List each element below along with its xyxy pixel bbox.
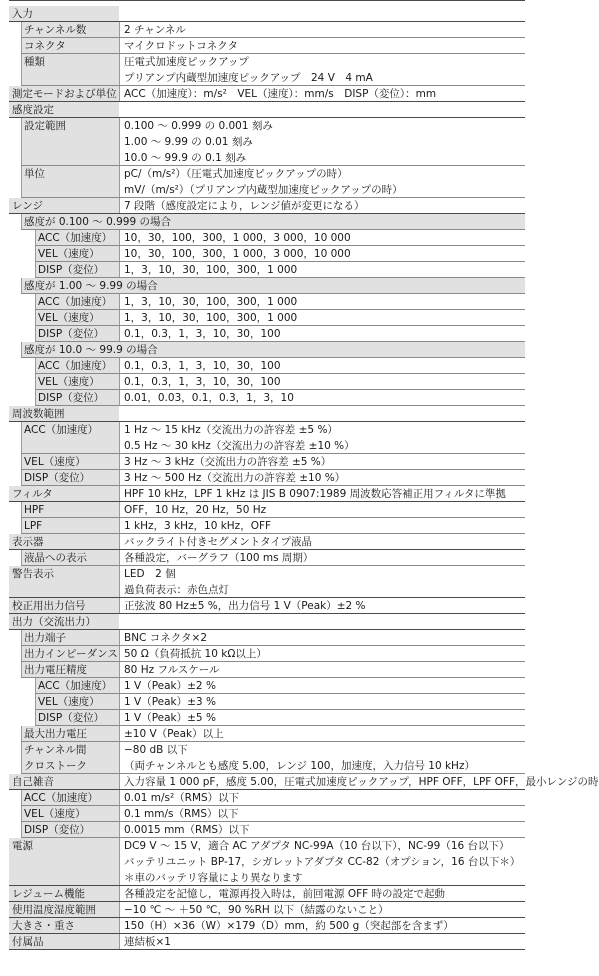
spec-row	[9, 22, 525, 38]
spec-value: pC/（m/s²）（圧電式加速度ピックアップの時）	[124, 168, 348, 180]
spec-value: 3 Hz ～ 3 kHz（交流出力の許容差 ±5 %）	[124, 456, 332, 468]
indent-divider	[21, 502, 22, 518]
column-divider	[119, 934, 120, 950]
spec-label: フィルタ	[12, 488, 53, 500]
spec-row	[9, 326, 525, 342]
column-divider	[119, 118, 120, 166]
spec-row	[9, 38, 525, 54]
spec-value: 10.0 ～ 99.9 の 0.1 刻み	[124, 151, 247, 164]
column-divider	[119, 726, 120, 742]
spec-label: VEL（速度）	[38, 376, 100, 388]
spec-value: 3 Hz ～ 500 Hz（交流出力の許容差 ±10 %）	[124, 472, 346, 484]
column-divider	[119, 54, 120, 86]
spec-label: 入力	[12, 8, 33, 20]
spec-label: レンジ	[12, 200, 43, 212]
spec-label: 出力インピーダンス	[24, 648, 118, 660]
spec-label: 種類	[24, 56, 45, 68]
spec-label: VEL（速度）	[38, 696, 100, 708]
column-divider	[119, 774, 120, 790]
spec-label: レジューム機能	[12, 888, 86, 900]
spec-value: 2 チャンネル	[124, 24, 186, 36]
spec-row	[9, 678, 525, 694]
spec-value: 1 V（Peak）±3 %	[124, 696, 216, 708]
spec-value: 1，3，10，30，100，300，1 000	[124, 296, 298, 308]
spec-row	[9, 470, 525, 486]
spec-value: 各種設定，バーグラフ（100 ms 周期）	[124, 552, 314, 564]
spec-value: 1 kHz，3 kHz，10 kHz，OFF	[124, 520, 272, 532]
indent-divider	[35, 326, 36, 342]
spec-row	[9, 550, 525, 566]
spec-row	[9, 726, 525, 742]
indent-divider	[21, 646, 22, 662]
spec-label: 設定範囲	[24, 120, 66, 132]
spec-row	[9, 806, 525, 822]
spec-label: 液晶への表示	[24, 552, 87, 564]
column-divider	[119, 918, 120, 934]
spec-row	[9, 390, 525, 406]
spec-row	[9, 646, 525, 662]
spec-value: 10，30，100，300，1 000，3 000，10 000	[124, 248, 351, 260]
spec-value: mV/（m/s²）（プリアンプ内蔵型加速度ピックアップの時）	[124, 183, 403, 196]
indent-divider	[21, 550, 22, 566]
spec-value: OFF，10 Hz，20 Hz，50 Hz	[124, 504, 267, 516]
spec-label: DISP（変位）	[38, 328, 105, 340]
spec-label: 出力（交流出力）	[12, 616, 96, 628]
column-divider	[119, 534, 120, 550]
spec-label: 自己雑音	[12, 776, 54, 788]
spec-value: 150（H）×36（W）×179（D）mm，約 500 g（突起部を含まず）	[124, 920, 454, 932]
column-divider	[119, 230, 120, 246]
spec-row	[9, 630, 525, 646]
spec-label: 校正用出力信号	[12, 600, 86, 612]
column-divider	[119, 790, 120, 806]
table-top-rule	[9, 0, 525, 1]
spec-row	[9, 406, 525, 422]
indent-divider	[35, 694, 36, 710]
column-divider	[119, 166, 120, 198]
indent-divider	[21, 662, 22, 678]
spec-label: 感度が 0.100 ～ 0.999 の場合	[24, 216, 171, 228]
spec-value: ACC（加速度）：m/s² VEL（速度）：mm/s DISP（変位）：mm	[124, 88, 437, 100]
indent-divider	[21, 54, 22, 86]
spec-label: 電源	[12, 840, 33, 852]
column-divider	[119, 630, 120, 646]
indent-divider	[21, 470, 22, 486]
column-divider	[119, 246, 120, 262]
indent-divider	[35, 678, 36, 694]
spec-value: 1，3，10，30，100，300，1 000	[124, 264, 298, 276]
spec-value: LED 2 個	[124, 568, 176, 580]
spec-value: −10 ℃ ～ ＋50 ℃，90 %RH 以下（結露のないこと）	[124, 904, 389, 916]
spec-label: LPF	[24, 520, 43, 532]
spec-value: HPF 10 kHz，LPF 1 kHz は JIS B 0907:1989 周波数応答補正用フィルタに準拠	[124, 488, 506, 500]
spec-value: 50 Ω（負荷抵抗 10 kΩ以上）	[124, 648, 267, 660]
spec-row	[9, 518, 525, 534]
spec-label: チャンネル間	[24, 744, 87, 756]
spec-label: ACC（加速度）	[24, 792, 99, 804]
spec-value: 0.1，0.3，1，3，10，30，100	[124, 360, 281, 372]
spec-label: 表示器	[12, 536, 44, 548]
spec-label: ACC（加速度）	[38, 680, 113, 692]
column-divider	[119, 486, 120, 502]
column-divider	[119, 38, 120, 54]
spec-label: クロストーク	[24, 759, 87, 772]
spec-value: 0.01 m/s²（RMS）以下	[124, 792, 240, 804]
indent-divider	[21, 166, 22, 198]
spec-row	[9, 342, 525, 358]
spec-value: 正弦波 80 Hz±5 %，出力信号 1 V（Peak）±2 %	[124, 600, 366, 612]
indent-divider	[35, 710, 36, 726]
spec-row	[9, 358, 525, 374]
indent-divider	[21, 518, 22, 534]
spec-value: 入力容量 1 000 pF，感度 5.00，圧電式加速度ピックアップ，HPF OFF，LPF OFF，最小レンジの時	[124, 776, 599, 788]
column-divider	[119, 390, 120, 406]
indent-divider	[35, 246, 36, 262]
column-divider	[119, 374, 120, 390]
spec-value: 0.1，0.3，1，3，10，30，100	[124, 376, 281, 388]
indent-divider	[21, 630, 22, 646]
spec-value: 1 V（Peak）±2 %	[124, 680, 216, 692]
spec-value: 7 段階（感度設定により，レンジ値が変更になる）	[124, 200, 365, 212]
spec-label: VEL（速度）	[38, 312, 100, 324]
spec-row	[9, 310, 525, 326]
spec-value: −80 dB 以下	[124, 744, 188, 756]
spec-value: DC9 V ～ 15 V，適合 AC アダプタ NC-99A（10 台以下），NC-99（16 台以下）	[124, 840, 510, 852]
spec-row	[9, 486, 525, 502]
spec-label: DISP（変位）	[24, 472, 91, 484]
spec-row	[9, 742, 525, 774]
column-divider	[119, 886, 120, 902]
indent-divider	[21, 806, 22, 822]
spec-row	[9, 6, 525, 22]
spec-label: ACC（加速度）	[38, 232, 113, 244]
spec-label: ACC（加速度）	[38, 360, 113, 372]
spec-label: DISP（変位）	[38, 392, 105, 404]
spec-value: ＊車のバッテリ容量により異なります	[124, 871, 303, 884]
column-divider	[119, 902, 120, 918]
column-divider	[119, 326, 120, 342]
spec-row	[9, 534, 525, 550]
column-divider	[119, 822, 120, 838]
spec-row	[9, 214, 525, 230]
indent-divider	[21, 454, 22, 470]
indent-divider	[21, 118, 22, 166]
spec-row	[9, 694, 525, 710]
spec-row	[9, 374, 525, 390]
spec-row	[9, 822, 525, 838]
column-divider	[119, 294, 120, 310]
indent-divider	[21, 822, 22, 838]
column-divider	[119, 806, 120, 822]
spec-row	[9, 710, 525, 726]
spec-value: 0.1，0.3，1，3，10，30，100	[124, 328, 281, 340]
spec-label: DISP（変位）	[38, 712, 105, 724]
column-divider	[119, 422, 120, 454]
spec-value: 1，3，10，30，100，300，1 000	[124, 312, 298, 324]
column-divider	[119, 198, 120, 214]
spec-row	[9, 886, 525, 902]
column-divider	[119, 454, 120, 470]
indent-divider	[21, 742, 22, 774]
spec-value: マイクロドットコネクタ	[124, 40, 239, 52]
spec-label: VEL（速度）	[24, 808, 86, 820]
spec-value: （両チャンネルとも感度 5.00，レンジ 100，加速度，入力信号 10 kHz）	[124, 759, 475, 772]
indent-divider	[21, 22, 22, 38]
column-divider	[119, 22, 120, 38]
spec-row	[9, 230, 525, 246]
spec-row	[9, 294, 525, 310]
column-divider	[119, 646, 120, 662]
spec-row	[9, 838, 525, 886]
column-divider	[119, 502, 120, 518]
spec-label: チャンネル数	[24, 24, 87, 36]
spec-value: ±10 V（Peak）以上	[124, 728, 224, 740]
spec-value: 過負荷表示：赤色点灯	[124, 583, 229, 596]
spec-value: 80 Hz フルスケール	[124, 664, 220, 676]
spec-row	[9, 278, 525, 294]
column-divider	[119, 550, 120, 566]
column-divider	[119, 358, 120, 374]
spec-label: DISP（変位）	[24, 824, 91, 836]
spec-label: 大きさ・重さ	[12, 920, 75, 932]
column-divider	[119, 662, 120, 678]
spec-row	[9, 454, 525, 470]
indent-divider	[35, 310, 36, 326]
spec-label: 周波数範囲	[12, 408, 65, 420]
spec-label: 感度設定	[12, 104, 54, 116]
spec-row	[9, 102, 525, 118]
column-divider	[119, 742, 120, 774]
spec-row	[9, 566, 525, 598]
spec-value: 1 Hz ～ 15 kHz（交流出力の許容差 ±5 %）	[124, 424, 338, 436]
spec-label: 警告表示	[12, 568, 54, 580]
indent-divider	[35, 262, 36, 278]
spec-row	[9, 86, 525, 102]
spec-label: DISP（変位）	[38, 264, 105, 276]
column-divider	[119, 262, 120, 278]
spec-row	[9, 166, 525, 198]
spec-value: 10，30，100，300，1 000，3 000，10 000	[124, 232, 351, 244]
spec-label: 使用温度湿度範囲	[12, 904, 96, 916]
indent-divider	[35, 390, 36, 406]
spec-value: プリアンプ内蔵型加速度ピックアップ 24 V 4 mA	[124, 71, 373, 84]
spec-label: 出力電圧精度	[24, 664, 87, 676]
indent-divider	[21, 342, 22, 358]
indent-divider	[21, 278, 22, 294]
spec-row	[9, 662, 525, 678]
spec-value: 圧電式加速度ピックアップ	[124, 56, 249, 68]
spec-row	[9, 246, 525, 262]
spec-label: HPF	[24, 504, 45, 516]
spec-label: ACC（加速度）	[38, 296, 113, 308]
spec-row	[9, 934, 525, 950]
spec-label: 感度が 1.00 ～ 9.99 の場合	[24, 280, 158, 292]
spec-label: 最大出力電圧	[24, 728, 87, 740]
spec-value: 連結板×1	[124, 936, 171, 948]
column-divider	[119, 518, 120, 534]
spec-value: 0.5 Hz ～ 30 kHz（交流出力の許容差 ±10 %）	[124, 439, 355, 452]
spec-table	[9, 0, 599, 976]
spec-row	[9, 918, 525, 934]
spec-label: ACC（加速度）	[24, 424, 99, 436]
column-divider	[119, 566, 120, 598]
row-rule	[9, 949, 525, 950]
indent-divider	[35, 374, 36, 390]
column-divider	[119, 678, 120, 694]
spec-label: 測定モードおよび単位	[12, 88, 117, 100]
column-divider	[119, 838, 120, 886]
spec-label: 出力端子	[24, 632, 66, 644]
spec-row	[9, 614, 525, 630]
column-divider	[119, 694, 120, 710]
spec-value: 0.0015 mm（RMS）以下	[124, 824, 250, 836]
spec-row	[9, 774, 599, 790]
column-divider	[119, 310, 120, 326]
spec-value: バッテリユニット BP-17，シガレットアダプタ CC-82（オプション，16 台以下＊）	[124, 855, 521, 868]
indent-divider	[21, 214, 22, 230]
column-divider	[119, 598, 120, 614]
spec-row	[9, 54, 525, 86]
indent-divider	[21, 38, 22, 54]
spec-row	[9, 598, 525, 614]
indent-divider	[21, 726, 22, 742]
column-divider	[119, 470, 120, 486]
spec-label: コネクタ	[24, 40, 66, 52]
column-divider	[119, 710, 120, 726]
spec-value: バックライト付きセグメントタイプ液晶	[124, 536, 313, 548]
spec-value: 1 V（Peak）±5 %	[124, 712, 216, 724]
spec-value: BNC コネクタ×2	[124, 632, 207, 644]
indent-divider	[21, 790, 22, 806]
indent-divider	[35, 230, 36, 246]
spec-value: 0.01，0.03，0.1，0.3，1，3，10	[124, 392, 294, 404]
spec-value: 各種設定を記憶し，電源再投入時は，前回電源 OFF 時の設定で起動	[124, 888, 446, 900]
indent-divider	[35, 358, 36, 374]
spec-value: 0.100 ～ 0.999 の 0.001 刻み	[124, 120, 273, 132]
spec-label: 付属品	[12, 936, 44, 948]
spec-row	[9, 198, 525, 214]
spec-row	[9, 422, 525, 454]
indent-divider	[35, 294, 36, 310]
spec-label: VEL（速度）	[38, 248, 100, 260]
spec-label: 単位	[24, 168, 45, 180]
spec-label: 感度が 10.0 ～ 99.9 の場合	[24, 344, 158, 356]
spec-row	[9, 790, 525, 806]
indent-divider	[21, 422, 22, 454]
column-divider	[119, 86, 120, 102]
spec-row	[9, 502, 525, 518]
spec-row	[9, 262, 525, 278]
spec-row	[9, 902, 525, 918]
spec-value: 0.1 mm/s（RMS）以下	[124, 808, 239, 820]
spec-value: 1.00 ～ 9.99 の 0.01 刻み	[124, 135, 253, 148]
spec-label: VEL（速度）	[24, 456, 86, 468]
spec-row	[9, 118, 525, 166]
